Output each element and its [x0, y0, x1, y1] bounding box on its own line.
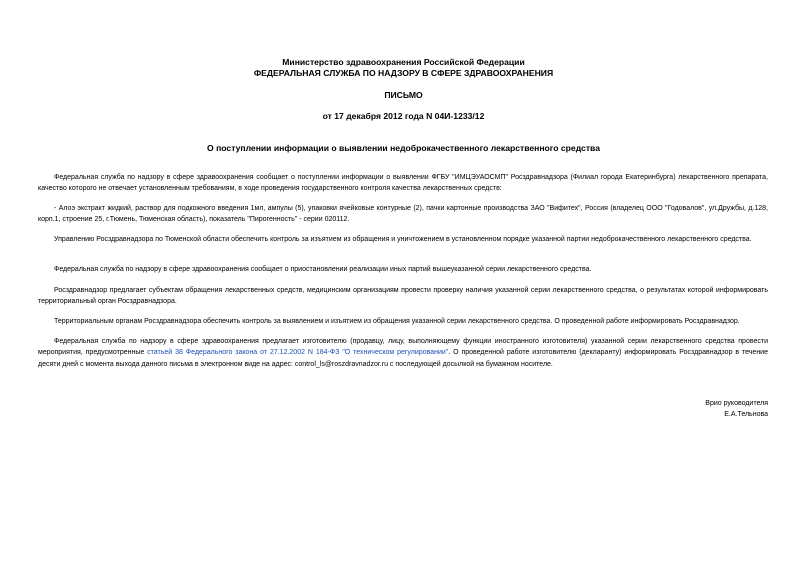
paragraph-7-text-start: Федеральная служба по надзору в сфере здравоохранения предлагает изготовителю (продавцу, лицу, выполняющему функции иностранного изготовителя) указанной серии лекарственного средства провести мероприятия, предусмотренные — [38, 338, 768, 357]
paragraph-4: Федеральная служба по надзору в сфере здравоохранения сообщает о приостановлении реализации иных партий вышеуказанной серии лекарственного средства. — [54, 266, 592, 273]
paragraph-3: Управлению Росздравнадзора по Тюменской области обеспечить контроль за изъятием из обращения и уничтожением в установленном порядке указанной партии недоброкачественного лекарственного средства. — [54, 236, 752, 243]
ministry-heading: Министерство здравоохранения Российской Федерации — [282, 57, 525, 67]
paragraph-6: Территориальным органам Росздравнадзора обеспечить контроль за выявлением и изъятием из обращения указанной серии лекарственного средства. О проведенной работе информировать Росздравнадзор. — [54, 318, 740, 325]
document-subject: О поступлении информации о выявлении недоброкачественного лекарственного средства — [207, 143, 600, 153]
service-heading: ФЕДЕРАЛЬНАЯ СЛУЖБА ПО НАДЗОРУ В СФЕРЕ ЗДРАВООХРАНЕНИЯ — [253, 68, 554, 78]
document-date-number: от 17 декабря 2012 года N 04И-1233/12 — [322, 111, 485, 121]
signatory-name: Е.А.Тельнова — [724, 411, 768, 418]
paragraph-1: Федеральная служба по надзору в сфере здравоохранения сообщает о поступлении информации о выявлении ФГБУ "ИМЦЭУАОСМП" Росздравнадзора (Филиал города Екатеринбурга) лекарственного препарата, качество которого не отвечает установленным требованиям, в ходе проведения государственного контроля качества лекарственных средств: — [38, 174, 768, 193]
paragraph-2: - Алоэ экстракт жидкий, раствор для подкожного введения 1мл, ампулы (5), упаковки ячейковые контурные (2), пачки картонные производства ЗАО "Вифитех", Россия (владелец ООО "Годовалов", ул.Дружбы, д.128, корп.1, строение 25, г.Тюмень, Тюменская область), показатель "Пирогенность" - серии 020112. — [38, 205, 768, 224]
paragraph-7 — [38, 336, 768, 370]
signatory-position: Врио руководителя — [705, 400, 768, 407]
paragraph-5: Росздравнадзор предлагает субъектам обращения лекарственных средств, медицинским организациям провести проверку наличия указанной серии лекарственного средства, о результатах которой информировать территориальный орган Росздравнадзора. — [38, 287, 768, 306]
document-type: ПИСЬМО — [384, 90, 423, 100]
paragraph-7-text-end: . О проведенной работе изготовителю (декларанту) информировать Росздравнадзор в течение десяти дней с момента выхода данного письма в электронном виде на адрес: control_ls@roszdravnadzor.ru с последующей досылкой на бумажном носителе. — [38, 349, 768, 368]
law-reference-link[interactable]: статьей 38 Федерального закона от 27.12.2002 N 184-ФЗ "О техническом регулировании" — [147, 349, 449, 357]
